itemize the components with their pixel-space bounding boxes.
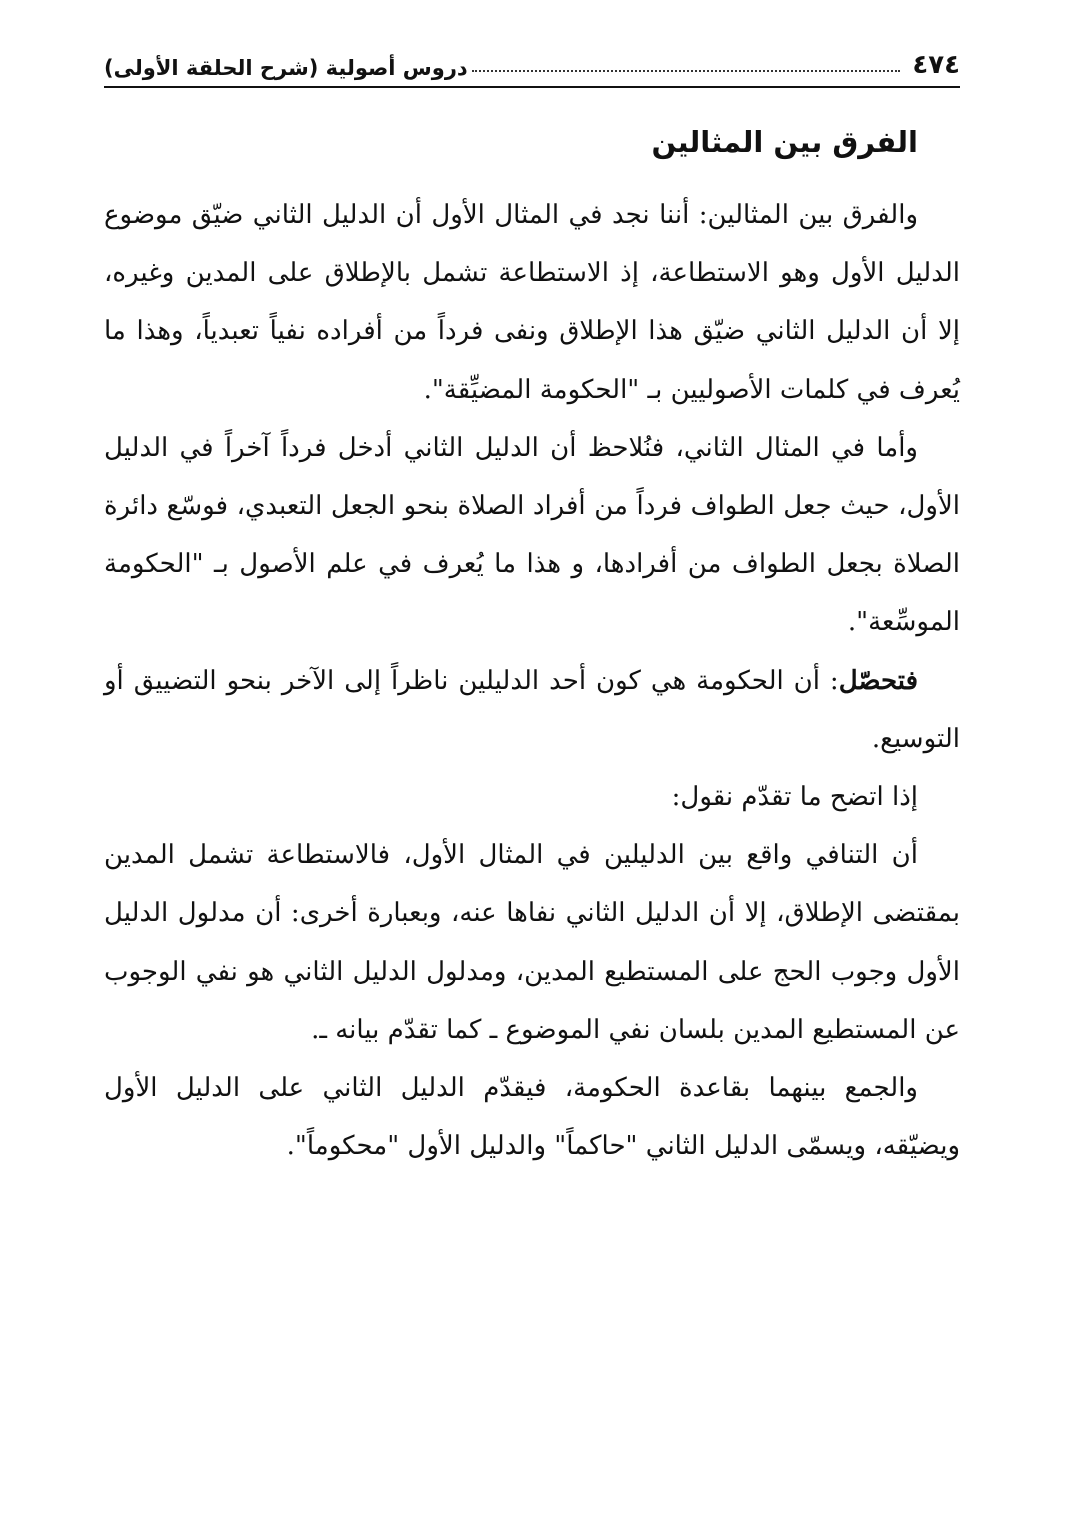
section-title: الفرق بين المثالين — [651, 125, 918, 159]
paragraph-4: إذا اتضح ما تقدّم نقول: — [671, 782, 918, 813]
conclusion-term: فتحصّل — [838, 665, 918, 696]
paragraph-3-text: : أن الحكومة هي كون أحد الدليلين ناظراً إلى الآخر بنحو التضييق أو التوسيع. — [104, 665, 960, 754]
page-number: ٤٧٤ — [912, 50, 960, 80]
paragraph-5: أن التنافي واقع بين الدليلين في المثال الأول، فالاستطاعة تشمل المدين بمقتضى الإطلاق، إلا أن الدليل الثاني نفاها عنه، وبعبارة أخرى: أن مدلول الدليل الأول وجوب الحج على المستطيع المدين، ومدلول الدليل الثاني هو نفي الوجوب عن المستطيع المدين بلسان نفي الموضوع ـ كما تقدّم بيانه ـ. — [104, 840, 960, 1045]
paragraph-6: والجمع بينهما بقاعدة الحكومة، فيقدّم الدليل الثاني على الدليل الأول ويضيّقه، ويسمّى الدليل الثاني "حاكماً" والدليل الأول "محكوماً". — [104, 1073, 960, 1162]
paragraph-1: والفرق بين المثالين: أننا نجد في المثال الأول أن الدليل الثاني ضيّق موضوع الدليل الأول وهو الاستطاعة، إذ الاستطاعة تشمل بالإطلاق على المدين وغيره، إلا أن الدليل الثاني ضيّق هذا الإطلاق ونفى فرداً من أفراده نفياً تعبدياً، وهذا ما يُعرف في كلمات الأصوليين بـ "الحكومة المضيِّقة". — [104, 200, 960, 405]
dotted-leader — [472, 70, 901, 72]
body-text — [104, 186, 960, 1175]
paragraph-2: وأما في المثال الثاني، فنُلاحظ أن الدليل الثاني أدخل فرداً آخراً في الدليل الأول، حيث جعل الطواف فرداً من أفراد الصلاة بنحو الجعل التعبدي، فوسّع دائرة الصلاة بجعل الطواف من أفرادها، و هذا ما يُعرف في علم الأصول بـ "الحكومة الموسِّعة". — [104, 432, 960, 638]
paragraph-3 — [104, 652, 960, 768]
page-header — [104, 40, 960, 88]
running-title: دروس أصولية (شرح الحلقة الأولى) — [104, 56, 468, 80]
